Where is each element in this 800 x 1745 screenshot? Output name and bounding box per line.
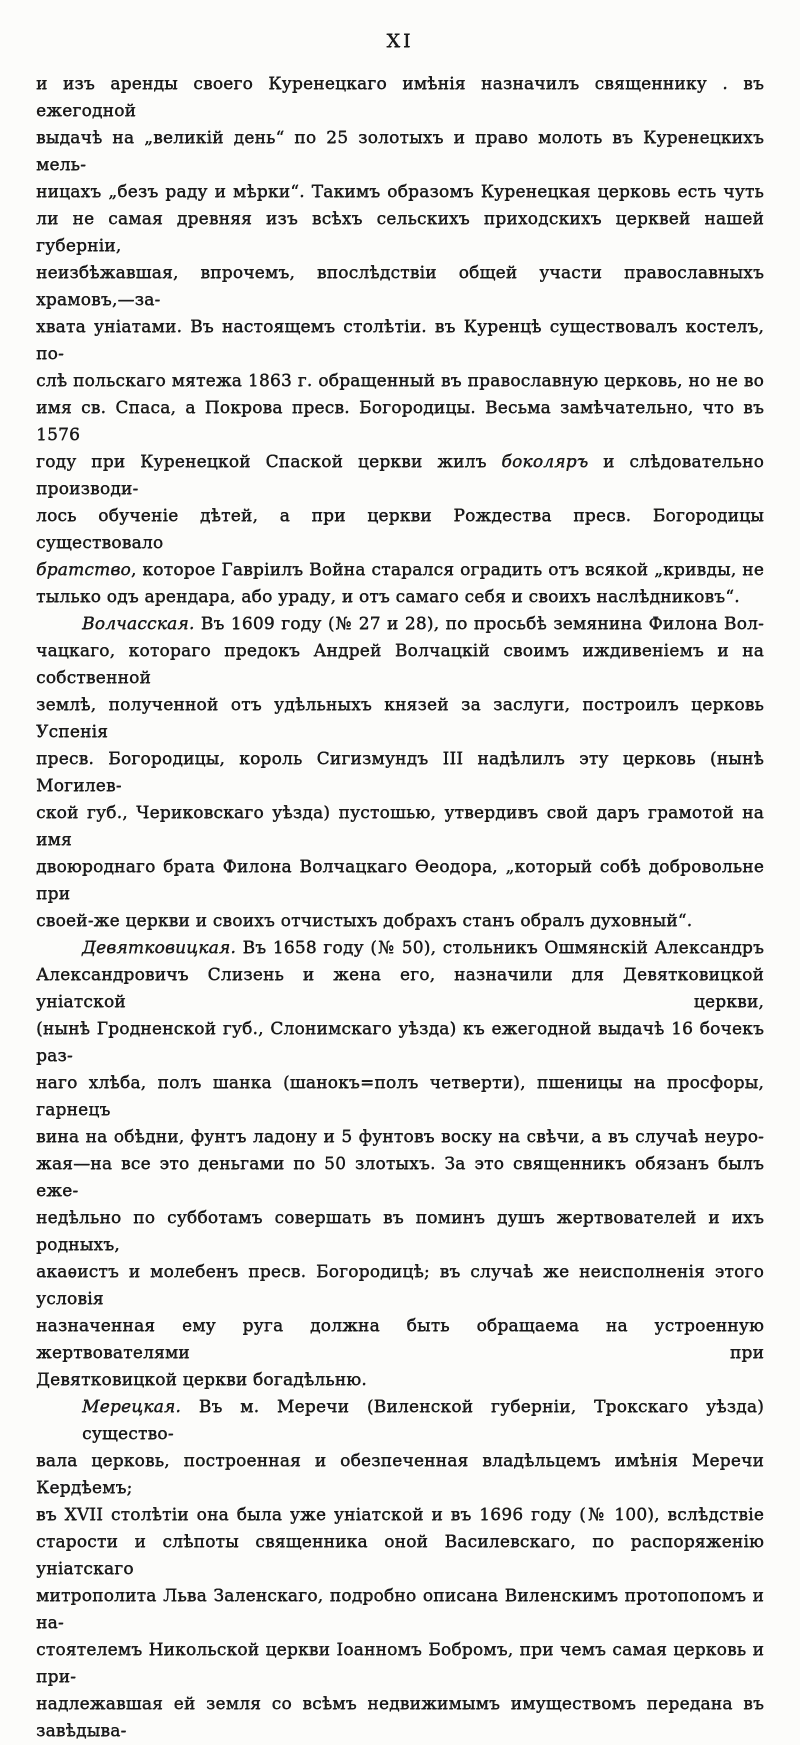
text-line xyxy=(36,1448,764,1502)
text-line xyxy=(36,71,764,125)
text-line xyxy=(36,1259,764,1313)
text-line xyxy=(36,1529,764,1583)
text-segment: Въ 1658 году (№ 50), стольникъ Ошмянскій Александръ xyxy=(236,938,764,958)
text-segment: имя св. Спаса, а Покрова пресв. Богородицы. Весьма замѣчательно, что въ 1576 xyxy=(36,398,764,445)
text-segment: тылько одъ арендара, або ураду, и отъ самаго себя и своихъ наслѣдниковъ“. xyxy=(36,587,740,607)
text-segment: Девятковицкой церкви богадѣльню. xyxy=(36,1370,367,1390)
text-segment: митрополита Льва Заленскаго, подробно описана Виленскимъ протопопомъ и на- xyxy=(36,1586,764,1633)
italic-term: братство xyxy=(36,560,131,580)
text-segment: Въ м. Меречи (Виленской губерніи, Трокскаго уѣзда) существо- xyxy=(82,1397,764,1444)
text-segment: жая—на все это деньгами по 50 злотыхъ. За это священникъ обязанъ былъ еже- xyxy=(36,1154,764,1201)
text-segment: своей-же церкви и своихъ отчистыхъ добрахъ станъ обралъ духовный“. xyxy=(36,911,693,931)
text-line xyxy=(36,1583,764,1637)
text-line xyxy=(36,692,764,746)
text-line xyxy=(36,557,764,584)
text-segment: землѣ, полученной отъ удѣльныхъ князей за заслуги, построилъ церковь Успенія xyxy=(36,695,764,742)
text-line xyxy=(36,1151,764,1205)
text-line xyxy=(36,449,764,503)
text-segment: чацкаго, котораго предокъ Андрей Волчацкій своимъ иждивеніемъ и на собственной xyxy=(36,641,764,688)
text-segment: слѣ польскаго мятежа 1863 г. обращенный въ православную церковь, но не во xyxy=(36,371,764,391)
text-segment: Въ 1609 году (№ 27 и 28), по просьбѣ земянина Филона Вол- xyxy=(194,614,764,634)
text-segment: ли не самая древняя изъ всѣхъ сельскихъ приходскихъ церквей нашей губерніи, xyxy=(36,209,764,256)
text-segment: стоятелемъ Никольской церкви Іоанномъ Бобромъ, при чемъ самая церковь и при- xyxy=(36,1640,764,1687)
italic-term: Мерецкая. xyxy=(82,1397,182,1417)
text-segment: выдачѣ на „великій день“ по 25 золотыхъ и право молоть въ Куренецкихъ мель- xyxy=(36,128,764,175)
text-line xyxy=(36,260,764,314)
text-segment: вала церковь, построенная и обезпеченная владѣльцемъ имѣнія Меречи Кердѣемъ; xyxy=(36,1451,764,1498)
text-line xyxy=(36,1313,764,1367)
text-segment: и изъ аренды своего Куренецкаго имѣнія назначилъ священнику . въ ежегодной xyxy=(36,74,764,121)
text-line xyxy=(36,1502,764,1529)
text-line xyxy=(36,1691,764,1745)
text-segment: и слѣдовательно производи- xyxy=(36,452,765,499)
text-line xyxy=(36,962,764,1016)
text-line xyxy=(36,1205,764,1259)
text-line xyxy=(36,314,764,368)
text-line xyxy=(36,1070,764,1124)
text-line xyxy=(36,368,764,395)
text-segment: старости и слѣпоты священника оной Василевскаго, по распоряженію уніатскаго xyxy=(36,1532,764,1579)
text-line xyxy=(36,1637,764,1691)
text-line xyxy=(36,179,764,206)
page-number: XI xyxy=(386,30,414,52)
text-segment: назначенная ему руга должна быть обращаема на устроенную жертвователями при xyxy=(36,1316,764,1363)
text-line xyxy=(36,395,764,449)
italic-term: Девятковицкая. xyxy=(82,938,236,958)
text-segment: въ XVII столѣтіи она была уже уніатской и въ 1696 году (№ 100), вслѣдствіе xyxy=(36,1505,764,1525)
text-segment: (нынѣ Гродненской губ., Слонимскаго уѣзда) къ ежегодной выдачѣ 16 бочекъ раз- xyxy=(36,1019,764,1066)
text-segment: , которое Гавріилъ Война старался оградить отъ всякой „кривды, не xyxy=(130,560,764,580)
text-line xyxy=(36,1394,764,1448)
text-line xyxy=(36,503,764,557)
text-line xyxy=(36,854,764,908)
page-text xyxy=(36,71,764,1745)
text-segment: Александровичъ Слизень и жена его, назначили для Девятковицкой уніатской церкви, xyxy=(36,965,764,1012)
text-line xyxy=(36,611,764,638)
text-line xyxy=(36,935,764,962)
text-segment: надлежавшая ей земля со всѣмъ недвижимымъ имуществомъ передана въ завѣдыва- xyxy=(36,1694,764,1741)
text-line xyxy=(36,1124,764,1151)
text-segment: недѣльно по субботамъ совершать въ поминъ душъ жертвователей и ихъ родныхъ, xyxy=(36,1208,764,1255)
text-segment: неизбѣжавшая, впрочемъ, впослѣдствіи общей участи православныхъ храмовъ,—за- xyxy=(36,263,764,310)
italic-term: Волчасская. xyxy=(82,614,195,634)
text-segment: вина на обѣдни, фунтъ ладону и 5 фунтовъ воску на свѣчи, а въ случаѣ неуро- xyxy=(36,1127,764,1147)
text-line xyxy=(36,125,764,179)
text-line xyxy=(36,638,764,692)
text-segment: наго хлѣба, полъ шанка (шанокъ=полъ четверти), пшеницы на просфоры, гарнецъ xyxy=(36,1073,764,1120)
text-segment: хвата уніатами. Въ настоящемъ столѣтіи. въ Куренцѣ существовалъ костелъ, по- xyxy=(36,317,764,364)
text-segment: пресв. Богородицы, король Сигизмундъ III надѣлилъ эту церковь (нынѣ Могилев- xyxy=(36,749,764,796)
text-line xyxy=(36,1367,764,1394)
text-segment: двоюроднаго брата Филона Волчацкаго Ѳеодора, „который собѣ добровольне при xyxy=(36,857,764,904)
text-segment: акаѳистъ и молебенъ пресв. Богородицѣ; въ случаѣ же неисполненія этого условія xyxy=(36,1262,764,1309)
text-segment: году при Куренецкой Спаской церкви жилъ xyxy=(36,452,502,472)
text-line xyxy=(36,584,764,611)
text-line xyxy=(36,746,764,800)
text-line xyxy=(36,1016,764,1070)
italic-term: боколяръ xyxy=(501,452,589,472)
text-segment: ницахъ „безъ раду и мѣрки“. Такимъ образомъ Куренецкая церковь есть чуть xyxy=(36,182,764,202)
text-segment: лось обученіе дѣтей, а при церкви Рождества пресв. Богородицы существовало xyxy=(36,506,764,553)
text-line xyxy=(36,908,764,935)
text-line xyxy=(36,800,764,854)
text-line xyxy=(36,206,764,260)
text-segment: ской губ., Чериковскаго уѣзда) пустошью, утвердивъ свой даръ грамотой на имя xyxy=(36,803,764,850)
